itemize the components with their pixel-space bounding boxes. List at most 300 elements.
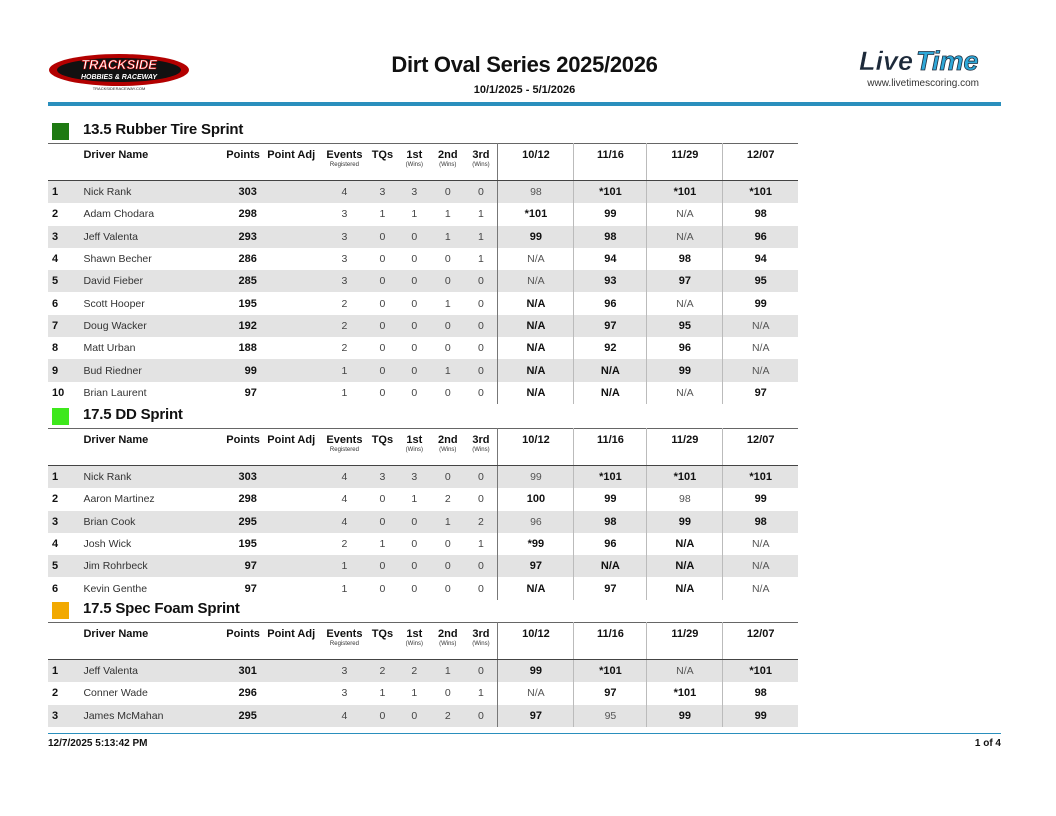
tqs-cell: 1 [379,208,386,221]
third-wins-cell: 1 [464,226,497,248]
points-cell: 295 [225,705,260,727]
driver-name-cell: Nick Rank [83,181,225,204]
col-date-3 [647,144,723,181]
column-label: 11/29 [671,628,699,640]
class-section [48,406,798,600]
first-wins-cell: 3 [398,466,431,489]
second-wins-cell: 0 [431,466,464,489]
table-row [48,181,798,204]
race-points-cell: 97 [574,682,647,704]
race-points-cell: 96 [647,337,723,359]
race-points-cell: 96 [498,511,574,533]
column-label: 12/07 [746,434,775,446]
driver-name-cell: Doug Wacker [83,315,225,337]
driver-name-cell: Jeff Valenta [83,660,225,683]
livetime-url: www.livetimescoring.com [867,78,979,89]
point-adj-cell [261,270,322,292]
tqs-cell: 0 [367,315,397,337]
points-cell: 195 [238,297,257,310]
tqs-cell: 3 [367,466,397,489]
third-wins-cell: 0 [464,181,497,204]
race-points-cell: 98 [574,226,647,248]
footer-rule [48,733,1001,734]
column-label: 10/12 [522,628,550,640]
race-points-cell: *101 [647,466,723,489]
points-cell: 97 [225,555,260,577]
events-cell: 2 [341,538,348,551]
race-points-cell: 97 [574,315,647,337]
point-adj-cell [261,577,322,599]
column-sublabel: Registered [329,641,359,647]
race-points-cell: *101 [574,181,647,204]
race-points-cell: 99 [754,493,767,506]
third-wins-cell: 0 [464,270,497,292]
class-name: 17.5 DD Sprint [83,406,183,423]
second-wins-cell: 1 [444,297,451,310]
third-wins-cell: 0 [464,488,497,510]
race-points-cell: N/A [498,248,574,270]
race-points-cell: 98 [723,511,798,533]
svg-text:Time: Time [916,46,979,76]
second-wins-cell: 0 [444,582,451,595]
race-points-cell: N/A [498,577,574,599]
column-label: Point Adj [267,149,316,161]
col-driver-name [83,429,225,466]
race-points-cell: *99 [498,533,574,555]
class-color-swatch [52,602,69,619]
position-cell: 3 [48,705,83,727]
class-title-row [48,121,798,143]
race-points-cell: N/A [647,660,723,683]
col-third-wins [464,623,497,660]
tqs-cell: 0 [379,253,386,266]
table-row [48,466,798,489]
driver-name-cell: Shawn Becher [83,253,152,266]
tqs-cell: 0 [379,386,386,399]
col-date-4 [723,429,798,466]
driver-name-cell: Brian Laurent [83,386,147,399]
table-header-row [48,429,798,466]
second-wins-cell: 2 [444,493,451,506]
points-cell: 285 [225,270,260,292]
column-label: 3rd [472,628,490,640]
race-points-cell: 98 [754,687,767,700]
tqs-cell: 3 [367,181,397,204]
col-points [225,623,260,660]
point-adj-cell [261,292,322,314]
points-cell: 295 [225,511,260,533]
table-row [48,292,798,314]
position-cell: 4 [52,538,59,551]
driver-name-cell: Adam Chodara [83,208,155,221]
column-sublabel: (Wins) [405,641,423,647]
report-header [48,40,1001,108]
race-points-cell: 99 [723,705,798,727]
class-section [48,600,798,727]
first-wins-cell: 0 [411,582,418,595]
race-points-cell: 93 [574,270,647,292]
events-cell: 4 [341,493,348,506]
column-label: Point Adj [267,434,316,446]
position-cell: 10 [52,386,65,399]
second-wins-cell: 1 [431,226,464,248]
race-points-cell: 99 [574,203,647,225]
second-wins-cell: 0 [444,342,451,355]
third-wins-cell: 1 [464,203,497,225]
points-cell: 97 [244,582,257,595]
column-label: Events [326,628,363,640]
race-points-cell: *101 [498,203,574,225]
class-name: 13.5 Rubber Tire Sprint [83,121,244,138]
tqs-cell: 0 [367,705,397,727]
first-wins-cell: 0 [411,386,418,399]
report-title: Dirt Oval Series 2025/2026 [391,52,658,77]
first-wins-cell: 0 [398,226,431,248]
point-adj-cell [261,705,322,727]
column-sublabel: (Wins) [405,447,423,453]
third-wins-cell: 0 [464,359,497,381]
table-row [48,511,798,533]
table-header-row [48,144,798,181]
second-wins-cell: 0 [431,181,464,204]
column-sublabel: (Wins) [472,641,490,647]
first-wins-cell: 0 [398,511,431,533]
point-adj-cell [261,511,322,533]
race-points-cell: 100 [498,488,574,510]
col-points [225,429,260,466]
driver-name-cell: Brian Cook [83,511,225,533]
col-point-adj [261,144,322,181]
second-wins-cell: 1 [444,208,451,221]
col-first-wins [398,144,431,181]
col-position [48,623,83,660]
column-sublabel: (Wins) [439,641,457,647]
column-label: Events [326,149,363,161]
driver-name-cell: Josh Wick [83,538,132,551]
tqs-cell: 1 [379,538,386,551]
first-wins-cell: 0 [398,555,431,577]
point-adj-cell [261,226,322,248]
col-first-wins [398,429,431,466]
col-third-wins [464,429,497,466]
column-sublabel: (Wins) [439,447,457,453]
column-label: Points [226,628,260,640]
third-wins-cell: 0 [464,660,497,683]
tqs-cell: 0 [379,493,386,506]
column-label: 2nd [437,149,458,161]
race-points-cell: N/A [498,359,574,381]
events-cell: 2 [341,342,348,355]
tqs-cell: 0 [367,555,397,577]
points-cell: 303 [225,466,260,489]
tqs-cell: 0 [379,582,386,595]
table-row [48,382,798,404]
race-points-cell: *101 [574,660,647,683]
race-points-cell: N/A [647,203,723,225]
col-date-3 [647,623,723,660]
race-points-cell: 95 [647,315,723,337]
driver-name-cell: Scott Hooper [83,297,145,310]
points-cell: 293 [225,226,260,248]
race-points-cell: *101 [723,660,798,683]
points-cell: 195 [238,538,257,551]
column-sublabel: Registered [329,447,359,453]
third-wins-cell: 0 [464,337,497,359]
column-label: Point Adj [267,628,316,640]
point-adj-cell [261,248,322,270]
race-points-cell: 97 [754,386,767,399]
column-label: 12/07 [746,149,775,161]
table-row [48,660,798,683]
col-date-1 [498,429,574,466]
col-events [322,623,368,660]
svg-text:TRACKSIDERACEWAY.COM: TRACKSIDERACEWAY.COM [92,86,146,91]
livetime-logo [859,45,1001,77]
column-label: Events [326,434,363,446]
col-date-4 [723,144,798,181]
points-cell: 286 [238,253,257,266]
column-sublabel: (Wins) [405,162,423,168]
second-wins-cell: 0 [431,270,464,292]
col-first-wins [398,623,431,660]
race-points-cell: N/A [751,538,770,551]
race-points-cell: N/A [498,337,574,359]
events-cell: 2 [341,297,348,310]
table-row [48,555,798,577]
class-section [48,121,798,404]
race-points-cell: *101 [723,466,798,489]
events-cell: 1 [341,582,348,595]
third-wins-cell: 0 [464,555,497,577]
table-row [48,705,798,727]
col-points [225,144,260,181]
point-adj-cell [261,315,322,337]
race-points-cell: 99 [574,488,647,510]
events-cell: 2 [322,315,368,337]
point-adj-cell [261,337,322,359]
position-cell: 3 [48,511,83,533]
position-cell: 1 [48,660,83,683]
events-cell: 3 [341,208,348,221]
table-row [48,226,798,248]
third-wins-cell: 0 [464,292,497,314]
second-wins-cell: 1 [431,359,464,381]
first-wins-cell: 0 [411,253,418,266]
race-points-cell: N/A [647,555,723,577]
tqs-cell: 1 [379,687,386,700]
race-points-cell: 98 [647,488,723,510]
events-cell: 1 [341,386,348,399]
first-wins-cell: 0 [411,538,418,551]
second-wins-cell: 0 [431,555,464,577]
events-cell: 3 [341,687,348,700]
point-adj-cell [261,359,322,381]
second-wins-cell: 0 [444,386,451,399]
col-tqs [367,144,397,181]
column-sublabel: (Wins) [439,162,457,168]
race-points-cell: 96 [723,226,798,248]
column-sublabel: (Wins) [472,447,490,453]
column-label: 1st [406,434,423,446]
column-label: Points [226,149,260,161]
race-points-cell: N/A [723,315,798,337]
second-wins-cell: 2 [431,705,464,727]
column-label: 11/16 [596,628,624,640]
col-point-adj [261,429,322,466]
col-date-2 [574,623,647,660]
table-row [48,488,798,510]
col-position [48,144,83,181]
column-sublabel: (Wins) [472,162,490,168]
table-row [48,533,798,555]
point-adj-cell [261,382,322,404]
events-cell: 1 [322,555,368,577]
second-wins-cell: 0 [444,538,451,551]
class-name: 17.5 Spec Foam Sprint [83,600,240,617]
point-adj-cell [261,203,322,225]
points-cell: 97 [244,386,257,399]
driver-name-cell: Conner Wade [83,687,148,700]
points-cell: 303 [225,181,260,204]
driver-name-cell: Matt Urban [83,342,136,355]
race-points-cell: N/A [723,555,798,577]
race-points-cell: 92 [574,337,647,359]
column-label: TQs [371,628,394,640]
driver-name-cell: Aaron Martinez [83,493,155,506]
col-third-wins [464,144,497,181]
class-title-row [48,600,798,622]
points-cell: 296 [238,687,257,700]
events-cell: 3 [322,660,368,683]
race-points-cell: 98 [647,248,723,270]
events-cell: 1 [322,359,368,381]
table-row [48,682,798,704]
race-points-cell: 96 [574,533,647,555]
column-label: TQs [371,434,394,446]
point-adj-cell [261,488,322,510]
column-label: Driver Name [83,149,149,161]
class-color-swatch [52,123,69,140]
second-wins-cell: 1 [431,660,464,683]
race-points-cell: N/A [498,270,574,292]
column-label: 12/07 [746,628,775,640]
first-wins-cell: 0 [398,270,431,292]
position-cell: 5 [48,555,83,577]
third-wins-cell: 0 [464,577,497,599]
points-cell: 298 [238,208,257,221]
column-label: Driver Name [83,628,149,640]
race-points-cell: 96 [574,292,647,314]
col-date-3 [647,429,723,466]
third-wins-cell: 1 [464,248,497,270]
race-points-cell: N/A [751,342,770,355]
col-second-wins [431,429,464,466]
race-points-cell: *101 [647,682,723,704]
report-date-range: 10/1/2025 - 5/1/2026 [473,84,576,96]
race-points-cell: 99 [498,466,574,489]
first-wins-cell: 1 [411,493,418,506]
class-title-row [48,406,798,428]
events-cell: 4 [322,705,368,727]
position-cell: 8 [52,342,59,355]
second-wins-cell: 0 [444,253,451,266]
events-cell: 3 [322,270,368,292]
points-cell: 192 [225,315,260,337]
tqs-cell: 0 [367,226,397,248]
third-wins-cell: 2 [464,511,497,533]
table-row [48,203,798,225]
point-adj-cell [261,181,322,204]
position-cell: 6 [52,297,59,310]
table-header-row [48,623,798,660]
col-date-2 [574,429,647,466]
race-points-cell: N/A [498,682,574,704]
points-cell: 188 [238,342,257,355]
col-second-wins [431,144,464,181]
driver-name-cell: Bud Riedner [83,359,225,381]
third-wins-cell: 1 [464,533,497,555]
position-cell: 9 [48,359,83,381]
footer-page-number: 1 of 4 [974,738,1001,749]
position-cell: 6 [52,582,59,595]
driver-name-cell: James McMahan [83,705,225,727]
third-wins-cell: 1 [464,682,497,704]
race-points-cell: 99 [647,705,723,727]
position-cell: 7 [48,315,83,337]
race-points-cell: 99 [647,511,723,533]
race-points-cell: N/A [647,292,723,314]
point-adj-cell [261,533,322,555]
col-driver-name [83,144,225,181]
point-adj-cell [261,466,322,489]
svg-text:TRACKSIDE: TRACKSIDE [81,57,157,72]
position-cell: 5 [48,270,83,292]
footer-timestamp: 12/7/2025 5:13:42 PM [48,738,148,749]
column-label: Points [226,434,260,446]
second-wins-cell: 0 [431,315,464,337]
race-points-cell: 94 [574,248,647,270]
tqs-cell: 0 [367,359,397,381]
race-points-cell: N/A [647,533,723,555]
points-cell: 301 [225,660,260,683]
race-points-cell: N/A [751,582,770,595]
position-cell: 2 [52,687,59,700]
col-tqs [367,623,397,660]
race-points-cell: 98 [754,208,767,221]
first-wins-cell: 0 [398,315,431,337]
col-date-1 [498,623,574,660]
position-cell: 2 [52,208,59,221]
col-position [48,429,83,466]
events-cell: 3 [322,226,368,248]
third-wins-cell: 0 [464,466,497,489]
race-points-cell: N/A [498,315,574,337]
third-wins-cell: 0 [464,315,497,337]
race-points-cell: N/A [574,359,647,381]
tqs-cell: 0 [367,270,397,292]
table-row [48,270,798,292]
race-points-cell: 97 [498,705,574,727]
column-label: 1st [406,149,423,161]
column-label: 1st [406,628,423,640]
second-wins-cell: 1 [431,511,464,533]
race-points-cell: 94 [754,253,767,266]
first-wins-cell: 2 [398,660,431,683]
table-row [48,337,798,359]
standings-table [48,428,798,600]
col-events [322,429,368,466]
race-points-cell: 98 [498,181,574,204]
